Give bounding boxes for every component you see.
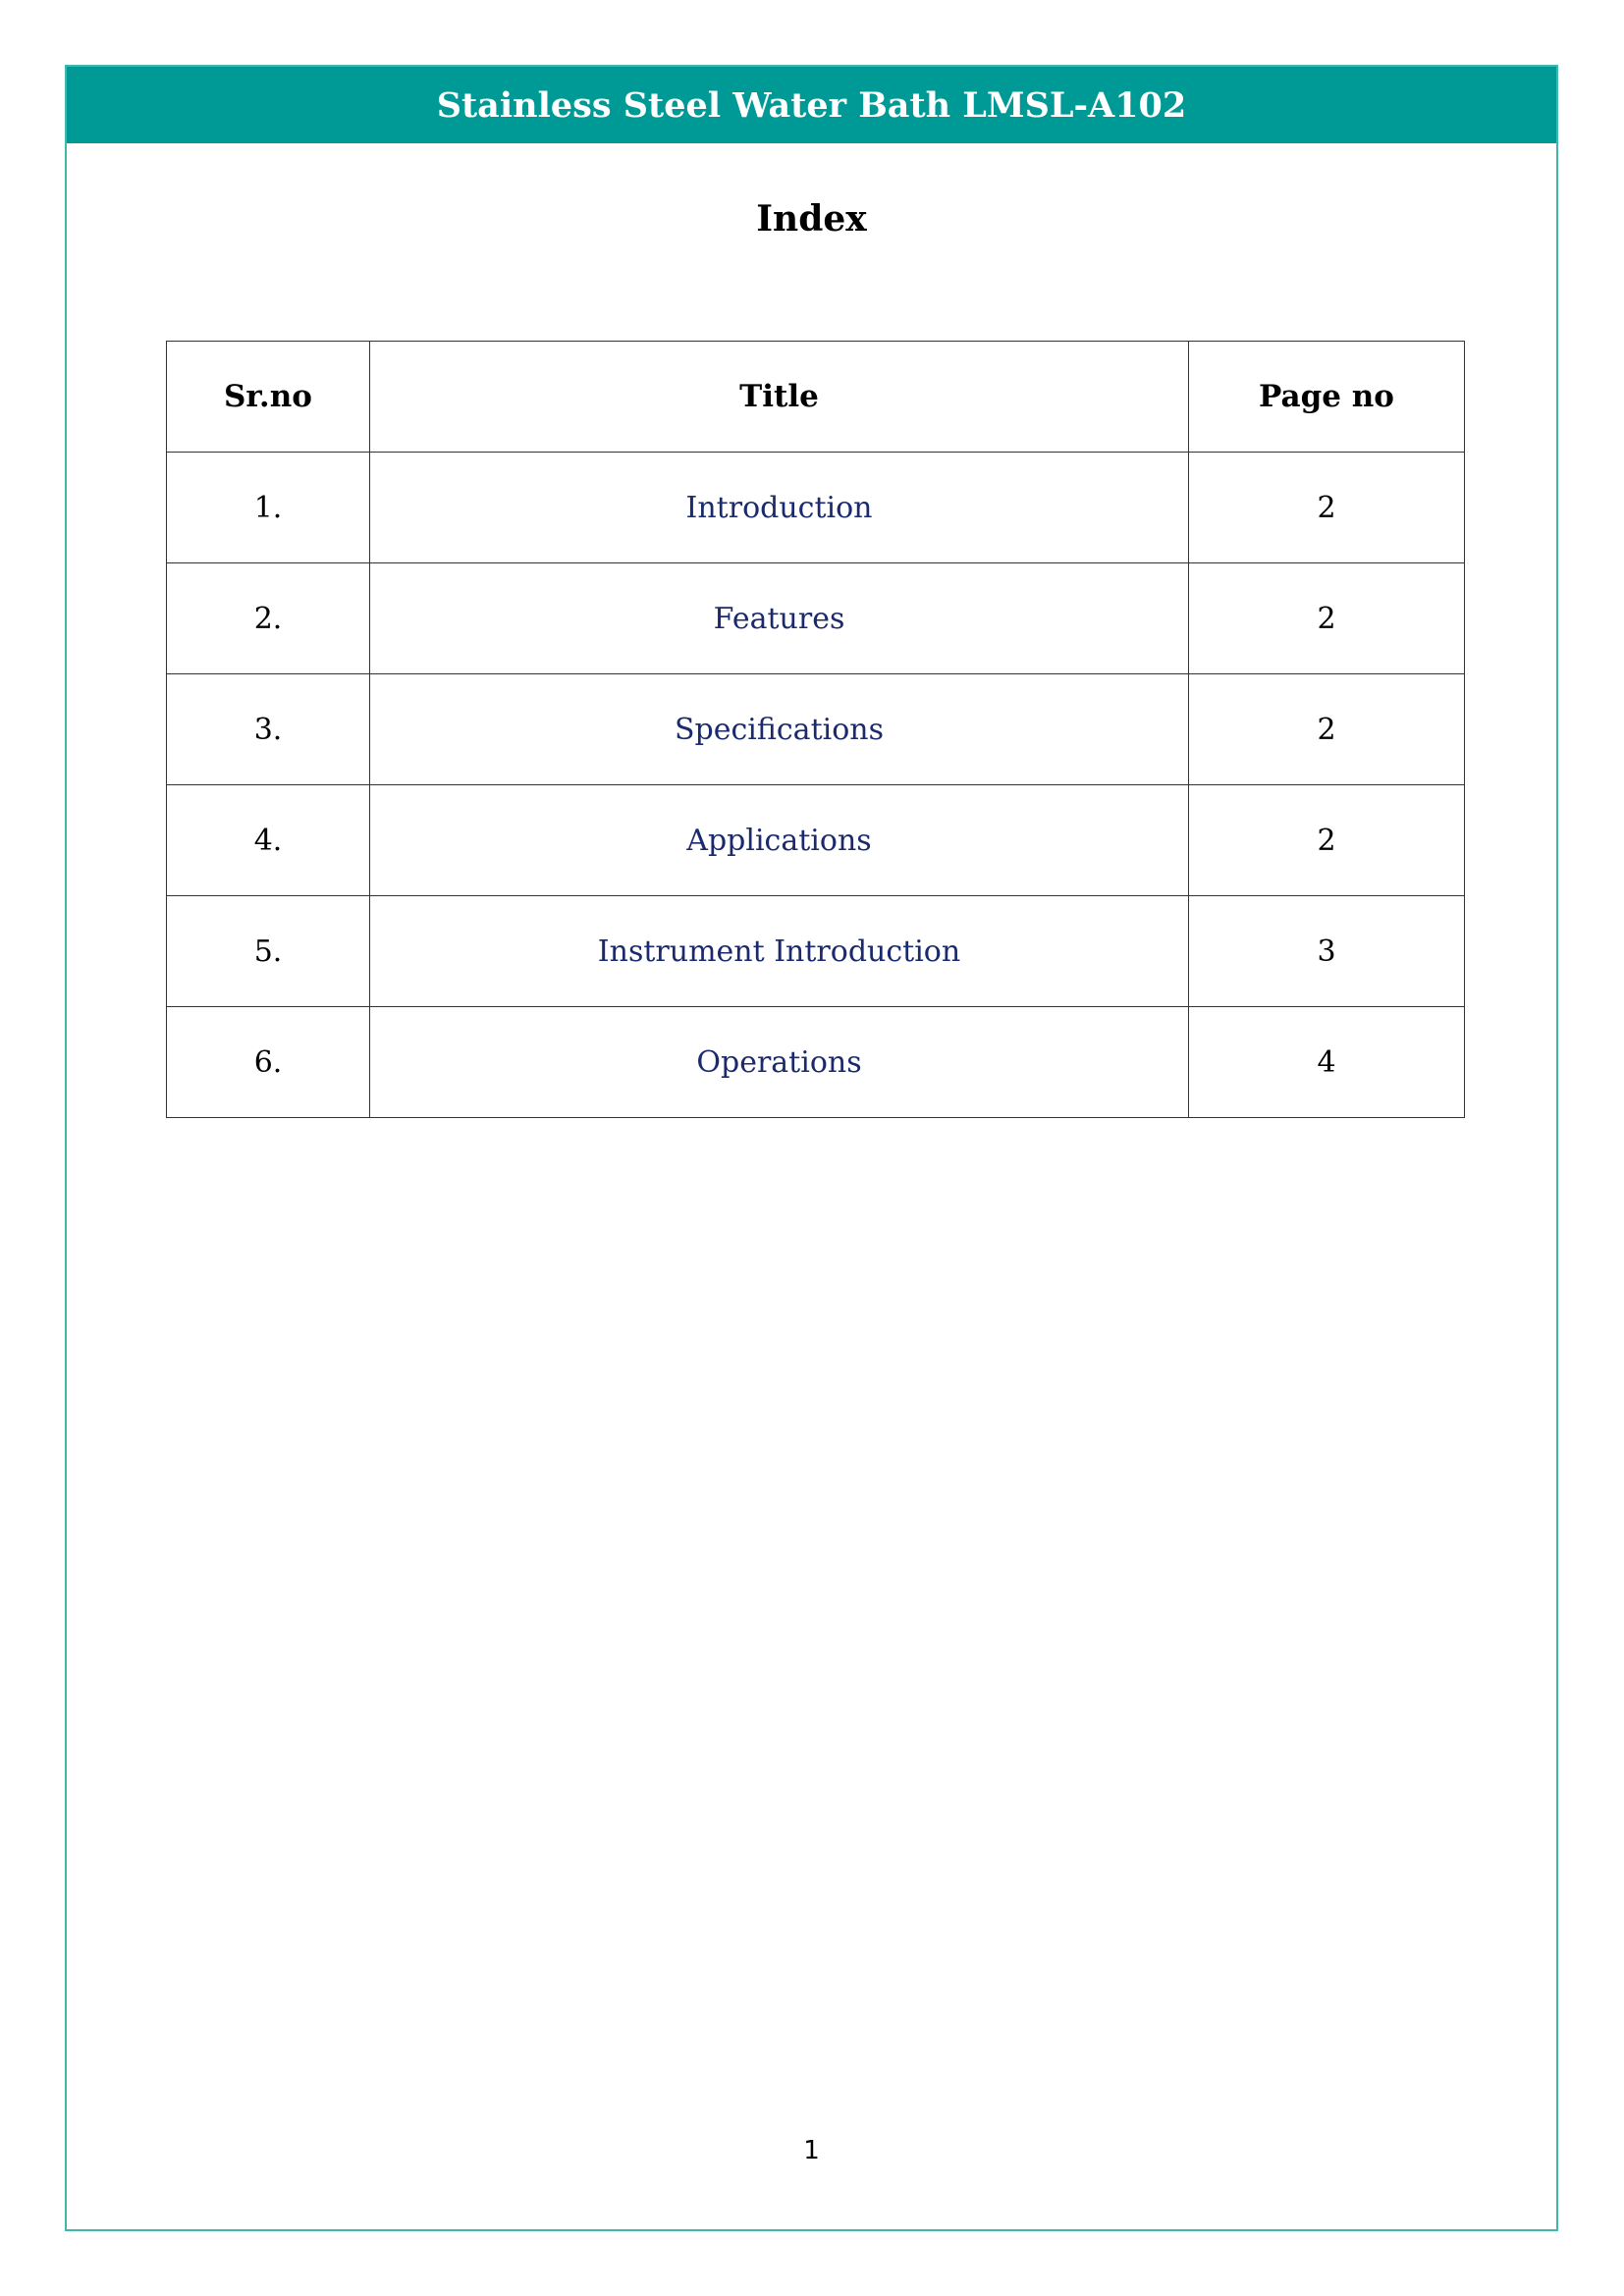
column-header-title: Title	[370, 342, 1189, 453]
row-title-link[interactable]: Specifications	[370, 674, 1189, 785]
column-header-sr-no: Sr.no	[167, 342, 370, 453]
row-page-no: 2	[1189, 563, 1465, 674]
row-page-no: 3	[1189, 896, 1465, 1007]
document-title: Stainless Steel Water Bath LMSL-A102	[436, 84, 1187, 126]
table-row	[167, 1007, 1465, 1118]
column-header-page-no: Page no	[1189, 342, 1465, 453]
table-row	[167, 896, 1465, 1007]
table-row	[167, 785, 1465, 896]
row-title-link[interactable]: Features	[370, 563, 1189, 674]
row-sr-no: 5.	[167, 896, 370, 1007]
page-frame	[65, 65, 1558, 2231]
table-header-row	[167, 342, 1465, 453]
row-title-link[interactable]: Introduction	[370, 453, 1189, 563]
row-sr-no: 1.	[167, 453, 370, 563]
row-sr-no: 6.	[167, 1007, 370, 1118]
table-row	[167, 563, 1465, 674]
page-number: 1	[803, 2136, 820, 2165]
document-header	[67, 67, 1556, 143]
row-title-link[interactable]: Instrument Introduction	[370, 896, 1189, 1007]
row-page-no: 2	[1189, 785, 1465, 896]
index-heading: Index	[756, 198, 867, 240]
index-table	[166, 341, 1465, 1118]
row-page-no: 2	[1189, 674, 1465, 785]
table-row	[167, 674, 1465, 785]
row-title-link[interactable]: Operations	[370, 1007, 1189, 1118]
row-sr-no: 2.	[167, 563, 370, 674]
row-page-no: 2	[1189, 453, 1465, 563]
row-title-link[interactable]: Applications	[370, 785, 1189, 896]
table-row	[167, 453, 1465, 563]
row-sr-no: 3.	[167, 674, 370, 785]
row-sr-no: 4.	[167, 785, 370, 896]
row-page-no: 4	[1189, 1007, 1465, 1118]
